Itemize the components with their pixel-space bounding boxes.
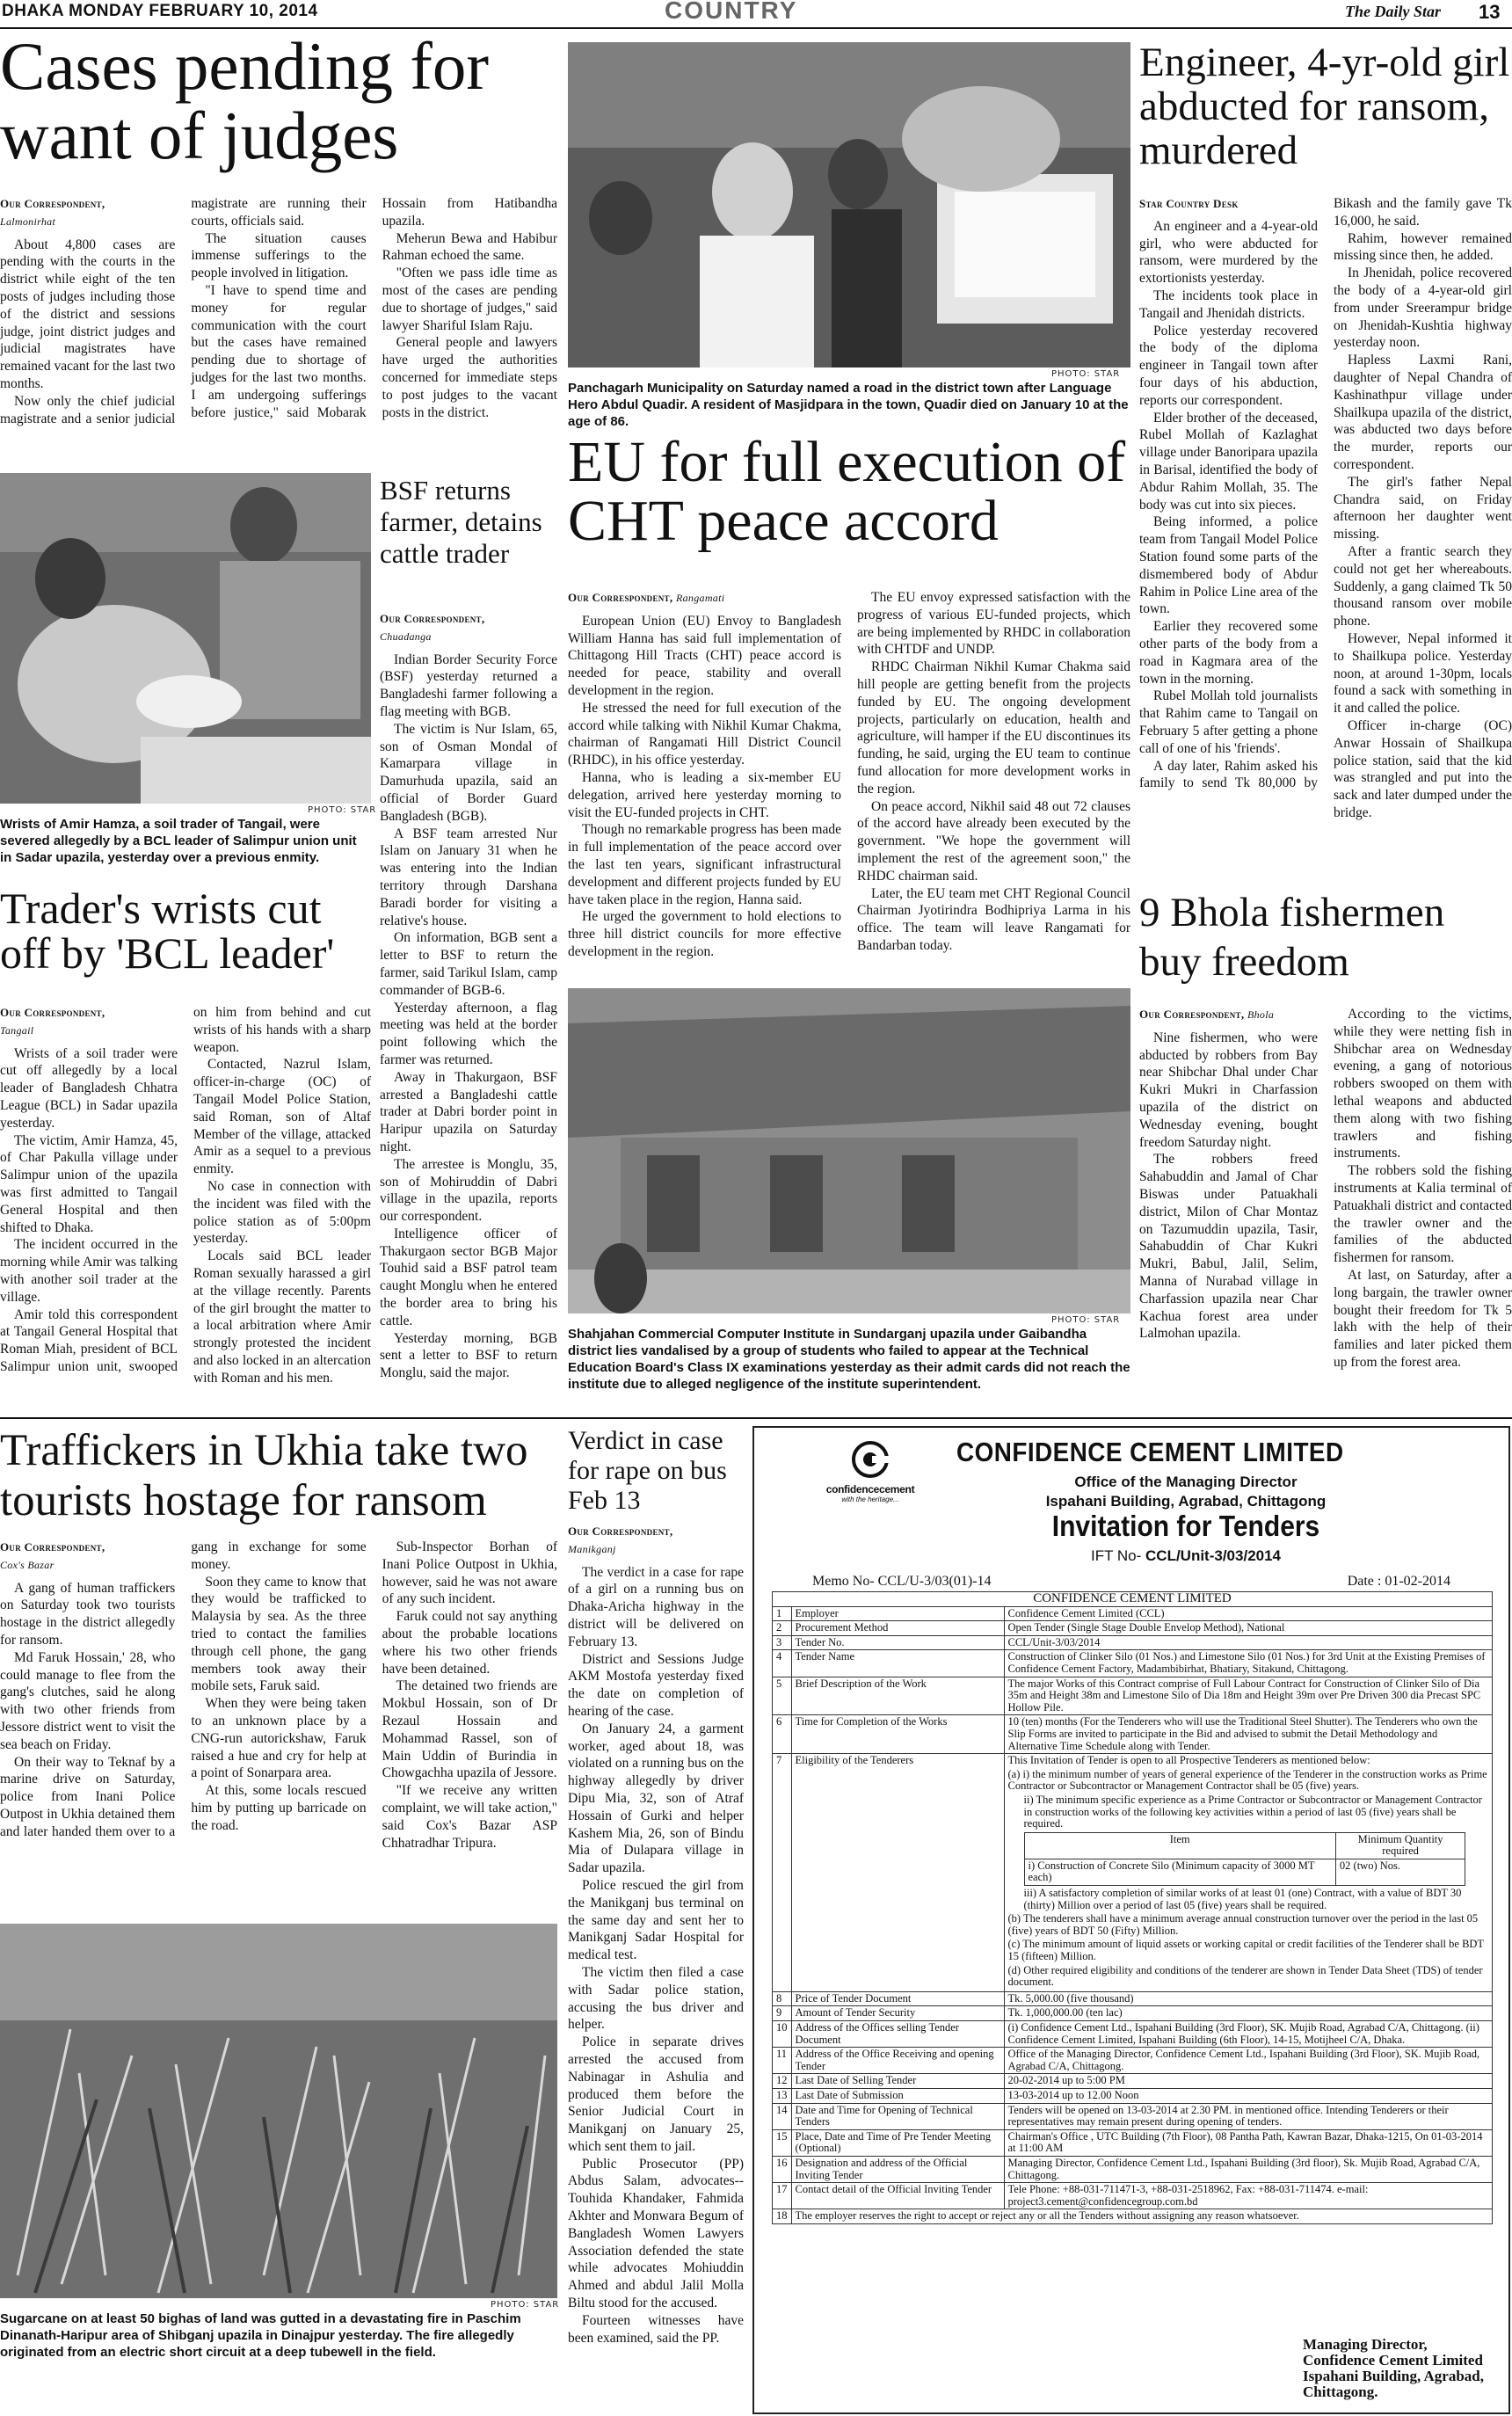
headline: Cases pending for want of judges (0, 32, 489, 173)
table-row: 16 Designation and address of the Official Inviting Tender Managing Director, Confidence Cement Ltd., Ispahani Building (3rd floor), Sk. Mujib Road, Agrabad C/A, Chittagong. (773, 2156, 1493, 2182)
photo-sugarcane (0, 1924, 557, 2298)
article-engineer (1139, 40, 1512, 897)
office-line: Office of the Managing Director (1074, 1474, 1298, 1490)
article-verdict (568, 1426, 744, 2416)
headline: Verdict in case for rape on bus Feb 13 (568, 1426, 727, 1515)
byline: Our Correspondent, Bhola (1139, 1008, 1275, 1021)
article-ukhia (0, 1426, 557, 1918)
article-judges (0, 32, 557, 462)
paper-name: The Daily Star (1345, 3, 1442, 20)
photo-credit: PHOTO: STAR (1051, 1315, 1121, 1325)
photo-caption: Wrists of Amir Hamza, a soil trader of Tangail, were severed allegedly by a BCL leader of Salimpur union unit in Sadar upazila, yesterday over a previous enmity. (0, 817, 357, 865)
byline: Our Correspondent, Lalmonirhat (0, 197, 105, 228)
masthead-rule (0, 27, 1512, 29)
byline: Our Correspondent, Manikganj (568, 1525, 673, 1555)
tender-advertisement (752, 1426, 1510, 2414)
table-row: 18 The employer reserves the right to accept or reject any or all the Tenders without assigning any reason whatsoever. (773, 2209, 1493, 2224)
photo-credit: PHOTO: STAR (491, 2300, 560, 2310)
headline: 9 Bhola fishermen buy freedom (1139, 890, 1445, 985)
table-row: 13 Last Date of Submission 13-03-2014 up to 12.00 Noon (773, 2088, 1493, 2103)
table-row: 8 Price of Tender Document Tk. 5,000.00 (five thousand) (773, 1991, 1493, 2006)
article-bhola (1139, 888, 1512, 1408)
photo-caption: Shahjahan Commercial Computer Institute in Sundarganj upazila under Gaibandha district lies vandalised by a group of students who failed to appear at the Technical Education Board's Class IX examinations yesterday as their admit cards did not reach the institute due to alleged negligence of the institute superintendent. (568, 1327, 1130, 1392)
signature-block: Managing Director, Confidence Cement Limited Ispahani Building, Agrabad, Chittagong. (1303, 2336, 1484, 2400)
photo-road-image (568, 42, 1130, 367)
byline: Our Correspondent, Rangamati (568, 591, 725, 604)
table-row: 15 Place, Date and Time of Pre Tender Meeting (Optional) Chairman's Office , UTC Building (7th Floor), 08 Pantha Path, Kawran Bazar, Dhaka-1215, On 01-03-2014 at 11:00 AM (773, 2129, 1493, 2156)
fold-rule (0, 1417, 1512, 1419)
headline: EU for full execution of CHT peace accord (568, 433, 1126, 554)
photo-credit: PHOTO: STAR (1051, 369, 1121, 379)
photo-caption: Sugarcane on at least 50 bighas of land was gutted in a devastating fire in Paschim Dinanath-Haripur area of Shibganj upazila in Dinajpur yesterday. The fire allegedly originated from an electric short circuit at a deep tubewell in the field. (0, 2311, 521, 2360)
article-body: Our Correspondent, Manikganj The verdict in a case for rape of a girl on a running bus on Dhaka-Aricha highway in the district will be delivered on February 13. District and Sessions Judge AKM Mostofa yesterday fixed the date on completion of hearing of the case. On January 24, a garment worker, aged about 18, was violated on a running bus on the highway allegedly by driver Dipu Mia, 32, son of Atraf Hossain of Gurki and helper Kashem Mia, 26, son of Bindu Mia of Dulapara village in Sadar upazila. Police rescued the girl from the Manikganj bus terminal on the same day and sent her to Manikganj Sadar Hospital for medical test. The victim then filed a case with Sadar police station, accusing the bus driver and helper. Police in separate drives arrested the accused from Nabinagar in Ashulia and produced them before the Senior Judicial Court in Manikganj on January 25, which sent them to jail. Public Prosecutor (PP) Abdus Salam, advocates--Touhida Khandaker, Fahmida Akhter and Monwara Begum of Bangladesh Women Lawyers Association defended the state while advocates Mohiuddin Ahmed and abdul Jalil Molla Biltu stood for the accused. Fourteen witnesses have been examined, said the PP. (568, 1525, 744, 2346)
table-row: 17 Contact detail of the Official Inviting Tender Tele Phone: +88-031-711471-3, +88-031-2518962, Fax: +88-031-711474. e-mail: project3.cement@confidencegroup.com.bd (773, 2183, 1493, 2209)
article-body: Our Correspondent, Rangamati European Union (EU) Envoy to Bangladesh William Hanna has said full implementation of Chittagong Hill Tracts (CHT) peace accord is needed for peace, stability and overall development in the region. He stressed the need for full execution of the accord while talking with Nikhil Kumar Chakma, chairman of Rangamati Hill District Council (RHDC), in his office yesterday. Hanna, who is leading a six-member EU delegation, arrived here yesterday morning to visit the EU-funded projects in CHT. Though no remarkable progress has been made in full implementation of the peace accord over the last ten years, significant infrastructural development and different projects funded by EU have taken place in the region, Hanna said. He urged the government to hold elections to three hill district councils for more effective development in the region. The EU envoy expressed satisfaction with the progress of various EU-funded projects, which are being implemented by RHDC in collaboration with CHTDF and UNDP. RHDC Chairman Nikhil Kumar Chakma said hill people are getting benefit from the projects funded by EU. The ongoing development projects, particularly on education, health and agriculture, will hamper if the EU discontinues its funding, he said, urging the EU team to continue fund allocation for more development works in the region. On peace accord, Nikhil said 48 out 72 clauses of the accord have already been executed by the government. "We hope the government will implement the rest of the agreement soon," the RHDC chairman said. Later, the EU team met CHT Regional Council Chairman Jyotirindra Bodhipriya Larma in his office. The team will leave Rangamati for Bandarban today. (568, 590, 1130, 959)
table-row: 11 Address of the Office Receiving and opening Tender Office of the Managing Director, Confidence Cement Ltd., Ispahani Building (3rd Floor), SK. Mujib Road, Agrabad C/A, Chittagong. (773, 2048, 1493, 2074)
memo-date: Date : 01-02-2014 (1347, 1574, 1450, 1589)
article-body: Our Correspondent, Chuadanga Indian Border Security Force (BSF) yesterday returned a Bangladeshi farmer following a flag meeting with BGB. The victim is Nur Islam, 65, son of Osman Mondal of Kamarpara village in Damurhuda upazila, said an official of Border Guard Bangladesh (BGB). A BSF team arrested Nur Islam on January 31 when he was entering into the Indian territory through Darshana Baradi border for visiting a relative's house. On information, BGB sent a letter to BSF to return the farmer, said Tarikul Islam, camp commander of BGB-6. Yesterday afternoon, a flag meeting was held at the border point following which the farmer was returned. Away in Thakurgaon, BSF arrested a Bangladeshi cattle trader at Dabri border point in Haripur upazila on Saturday night. The arrestee is Monglu, 35, son of Mohiruddin of Dabri village in the upazila, reports our correspondent. Intelligence officer of Thakurgaon sector BGB Major Touhid said a BSF patrol team caught Monglu when he entered the border area to bring his cattle. Yesterday morning, BGB sent a letter to BSF to return Monglu, said the major. (380, 612, 557, 1381)
table-row: 2 Procurement Method Open Tender (Single Stage Double Envelop Method), National (773, 1621, 1493, 1636)
article-eu (568, 433, 1130, 986)
tender-table (772, 1591, 1493, 2224)
headline: BSF returns farmer, detains cattle trader (380, 475, 542, 569)
byline: Our Correspondent, Chuadanga (380, 612, 485, 643)
photo-sugarcane-image (0, 1924, 557, 2298)
article-body: Our Correspondent, Tangail Wrists of a soil trader were cut off allegedly by a local leader of Bangladesh Chhatra League (BCL) in Sadar upazila yesterday. The victim, Amir Hamza, 45, of Char Pakulla village under Salimpur union of the upazila was first admitted to Tangail General Hospital and then shifted to Dhaka. The incident occurred in the morning while Amir was talking with another soil trader at the village. Amir told this correspondent at Tangail General Hospital that Roman Miah, president of BCL Salimpur union unit, swooped on him from behind and cut wrists of his hands with a sharp weapon. Contacted, Nazrul Islam, officer-in-charge (OC) of Tangail Model Police Station, said Roman, son of Altaf Member of the village, attacked Amir as a sequel to a previous enmity. No case in connection with the incident was filed with the police station as of 5:00pm yesterday. Locals said BCL leader Roman sexually harassed a girl at the village recently. Parents of the girl brought the matter to a local arbitration where Amir strongly protested the incident and also locked in an altercation with Roman and his men. (0, 1005, 371, 1386)
headline: Traffickers in Ukhia take two tourists hostage for ransom (0, 1426, 528, 1525)
table-title: CONFIDENCE CEMENT LIMITED (773, 1592, 1493, 1607)
article-bsf (380, 475, 557, 1408)
byline: Star Country Desk (1139, 197, 1239, 210)
table-row: 1 Employer Confidence Cement Limited (CCL) (773, 1606, 1493, 1621)
article-body: Star Country Desk An engineer and a 4-year-old girl, who were abducted for ransom, were murdered by the extortionists yesterday. The incidents took place in Tangail and Jhenidah districts. Police yesterday recovered the body of the diploma engineer in Tangail town after four days of his abduction, reports our correspondent. Elder brother of the deceased, Rubel Mollah of Kazlaghat village under Banoripara upazila in Barisal, identified the body of Abdur Rahim Mollah, 35. The body was cut into six pieces. Being informed, a police team from Tangail Model Police Station found some parts of the dismembered body of Abdur Rahim in Police Line area of the town. Earlier they recovered some other parts of the body from a road in Kagmara area of the town in the morning. Rubel Mollah told journalists that Rahim came to Tangail on February 5 after getting a phone call of one of his 'friends'. A day later, Rahim asked his family to send Tk 80,000 by Bikash and the family gave Tk 16,000, he said. Rahim, however remained missing since then, he added. In Jhenidah, police recovered the body of a 4-year-old girl from under Sreerampur bridge on Jhenidah-Kushtia highway yesterday noon. Hapless Laxmi Rani, daughter of Nepal Chandra of Kashinathpur village under Shailkupa upazila of the district, was abducted two days before the murder, reports our correspondent. The girl's father Nepal Chandra said, on Friday afternoon her daughter went missing. After a frantic search they could not get her whereabouts. Suddenly, a gang claimed Tk 50 thousand ransom over mobile phone. However, Nepal informed it to Shailkupa police. Yesterday noon, at around 1-30pm, locals found a sack with something in it and called the police. Officer in-charge (OC) Anwar Hossain of Shailkupa police station, said that the kid was strangled and put into the sack and later dumped under the bridge. (1139, 196, 1512, 820)
address-line: Ispahani Building, Agrabad, Chittagong (1045, 1493, 1327, 1510)
table-row: 4 Tender Name Construction of Clinker Silo (01 Nos.) and Limestone Silo (01 Nos.) for 3rd Unit at the Existing Premises of Confidence Cement Factory, Madambibirhat, Bhatiary, Sitakund, Chittagong. (773, 1650, 1493, 1677)
photo-road (568, 42, 1130, 367)
photo-wrists (0, 473, 371, 804)
table-row: 10 Address of the Offices selling Tender Document (i) Confidence Cement Ltd., Ispahani Building (3rd Floor), SK. Mujib Road, Agrabad C/A, Chittagong. (ii) Confidence Cement Limited, Ispahani Building (6th Floor), 14-15, Motijheel C/A, Dhaka. (773, 2021, 1493, 2048)
table-row: 3 Tender No. CCL/Unit-3/03/2014 (773, 1635, 1493, 1650)
company-name: CONFIDENCE CEMENT LIMITED (956, 1437, 1344, 1467)
section-name: COUNTRY (665, 0, 798, 24)
headline: Engineer, 4-yr-old girl abducted for ransom, murdered (1139, 40, 1510, 173)
page-number: 13 (1479, 1, 1501, 23)
table-row: 12 Last Date of Selling Tender 20-02-2014 up to 5:00 PM (773, 2074, 1493, 2089)
photo-credit: PHOTO: STAR (308, 805, 377, 815)
tender-title: Invitation for Tenders (1051, 1510, 1320, 1543)
headline: Trader's wrists cut off by 'BCL leader' (0, 886, 335, 978)
masthead (0, 0, 1512, 28)
photo-institute (568, 988, 1130, 1314)
photo-institute-image (568, 988, 1130, 1314)
table-row: 5 Brief Description of the Work The major Works of this Contract comprise of Full Labour Contract for Construction of Clinker Silo of Dia 35m and Height 38m and Limestone Silo of Dia 18m and Height 39m over Pre Driven 300 dia Precast SPC Hollow Pile. (773, 1677, 1493, 1715)
ift-number: IFT No- CCL/Unit-3/03/2014 (1090, 1547, 1282, 1564)
table-row-eligibility: 7 Eligibility of the Tenderers This Invitation of Tender is open to all Prospective Tenderers as mentioned below: (a) i) the minimum number of years of general experience of the Tenderer in the construction works as Prime Contractor or Subcontractor or Management Contractor shall be 05 (five) years. ii) The minimum specific experience as a Prime Contractor or Subcontractor or Management Contractor in construction works of the following key activities within a period of last 05 (five) years shall be required. Item Minimum Quantity required i) Construction of Concrete Silo (Minimum capacity of 3000 MT each) 02 (two) Nos. iii) A satisfactory completion of similar works of at least 01 (one) Contract, with a value of BDT 30 (thirty) Million over a period of last 05 (five) years shall be required. (b) The tenderers shall have a minimum average annual construction turnover over the period in the last 05 (five) years of BDT 50 (Fifty) Million. (c) The minimum amount of liquid assets or working capital or credit facilities of the Tenderer shall be BDT 15 (fifteen) Million. (d) Other required eligibility and conditions of the tenderer are shown in Tender Data Sheet (TDS) of tender document. (773, 1754, 1493, 1992)
photo-wrists-image (0, 473, 371, 804)
memo-number: Memo No- CCL/U-3/03(01)-14 (812, 1574, 992, 1589)
byline: Our Correspondent, Cox's Bazar (0, 1540, 105, 1571)
logo-wordmark: confidencecement (825, 1483, 915, 1495)
table-row: 14 Date and Time for Opening of Technical Tenders Tenders will be opened on 13-03-2014 at 2.30 PM. in mentioned office. Intending Tenderers or their representatives may remain present during opening of tenders. (773, 2103, 1493, 2129)
photo-caption: Panchagarh Municipality on Saturday named a road in the district town after Language Hero Abdul Quadir. A resident of Masjidpara in the town, Quadir died on January 10 at the age of 86. (568, 381, 1129, 429)
edition-date: DHAKA MONDAY FEBRUARY 10, 2014 (2, 2, 318, 20)
article-body: Our Correspondent, Bhola Nine fishermen, who were abducted by robbers from Bay near Shibchar Dhal under Char Kukri Mukri in Charfassion upazila of the district on Wednesday evening, bought freedom Saturday night. The robbers freed Sahabuddin and Jamal of Char Biswas under Patuakhali district, Milon of Char Montaz on Tazumuddin upazila, Tasir, Sahabuddin of Char Kukri Mukri, Babul, Jalil, Selim, Manna of Nurabad village in Charfassion upazila near Char Kachua forest area under Lalmohan upazila. According to the victims, while they were netting fish in Shibchar area on Wednesday evening, a gang of notorious robbers swooped on them with lethal weapons and abducted them along with two fishing trawlers and fishing instruments. The robbers sold the fishing instruments at Kalia terminal of Patuakhali district and contacted the trawler owner and the families of the abducted fishermen for ransom. At last, on Saturday, after a long bargain, the trawler owner bought their freedom for Tk 5 lakh with the help of their families and later picked them up from the forest area. (1139, 1007, 1512, 1370)
eligibility-quantity-table: Item Minimum Quantity required i) Construction of Concrete Silo (Minimum capacity of 3000 MT each) 02 (two) Nos. (1024, 1832, 1466, 1886)
logo-tagline: with the heritage... (841, 1495, 899, 1503)
article-body: Our Correspondent, Lalmonirhat About 4,800 cases are pending with the courts in the district while eight of the ten posts of judges including those of the district and sessions judge, joint district judges and judicial magistrates have remained vacant for the last two months. Now only the chief judicial magistrate and a senior judicial magistrate are running their courts, officials said. The situation causes immense sufferings to the people involved in litigation. "I have to spend time and money for regular communication with the court but the cases have remained pending due to shortage of judges for the last two months. I am undergoing sufferings before justice," said Mobarak Hossain from Hatibandha upazila. Meherun Bewa and Habibur Rahman echoed the same. "Often we pass idle time as most of the cases are pending due to shortage of judges," said lawyer Shariful Islam Raju. General people and lawyers have urged the authorities concerned for immediate steps to post judges to the vacant posts in the district. (0, 196, 557, 426)
article-body: Our Correspondent, Cox's Bazar A gang of human traffickers on Saturday took two tourists hostage in the district allegedly for ransom. Md Faruk Hossain,' 28, who could manage to flee from the gang's clutches, said he along with two other friends from Jessore district went to visit the sea beach on Friday. On their way to Teknaf by a marine drive on Saturday, police from Inani Police Outpost in Ukhia detained them and later handed them over to a gang in exchange for some money. Soon they came to know that they would be trafficked to Malaysia by sea. As the three tried to contact the families through cell phone, the gang members took away their mobile sets, Faruk said. When they were being taken to an unknown place by a CNG-run autorickshaw, Faruk raised a hue and cry for help at a point of Sonarpara area. At this, some locals rescued him by putting up barricade on the road. Sub-Inspector Borhan of Inani Police Outpost in Ukhia, however, said he was not aware of any such incident. Faruk could not say anything about the probable locations where his two other friends have been detained. The detained two friends are Mokbul Hossain, son of Dr Rezaul Hossain and Mohammad Rassel, son of Main Uddin of Burindia in Chowgachha upazila of Jessore. "If we receive any written complaint, we will take action," said Cox's Bazar ASP Chhatradhar Tripura. (0, 1539, 557, 1851)
byline: Our Correspondent, Tangail (0, 1006, 105, 1037)
table-row: 6 Time for Completion of the Works 10 (ten) months (For the Tenderers who will use the Traditional Steel Shutter). The Tenderers who own the Slip Forms are invited to participate in the Bid and advised to submit the Detail Methodology and Alternative Time Schedule along with Tender. (773, 1715, 1493, 1754)
table-row: 9 Amount of Tender Security Tk. 1,000,000.00 (ten lac) (773, 2006, 1493, 2021)
article-wrists (0, 886, 371, 1408)
